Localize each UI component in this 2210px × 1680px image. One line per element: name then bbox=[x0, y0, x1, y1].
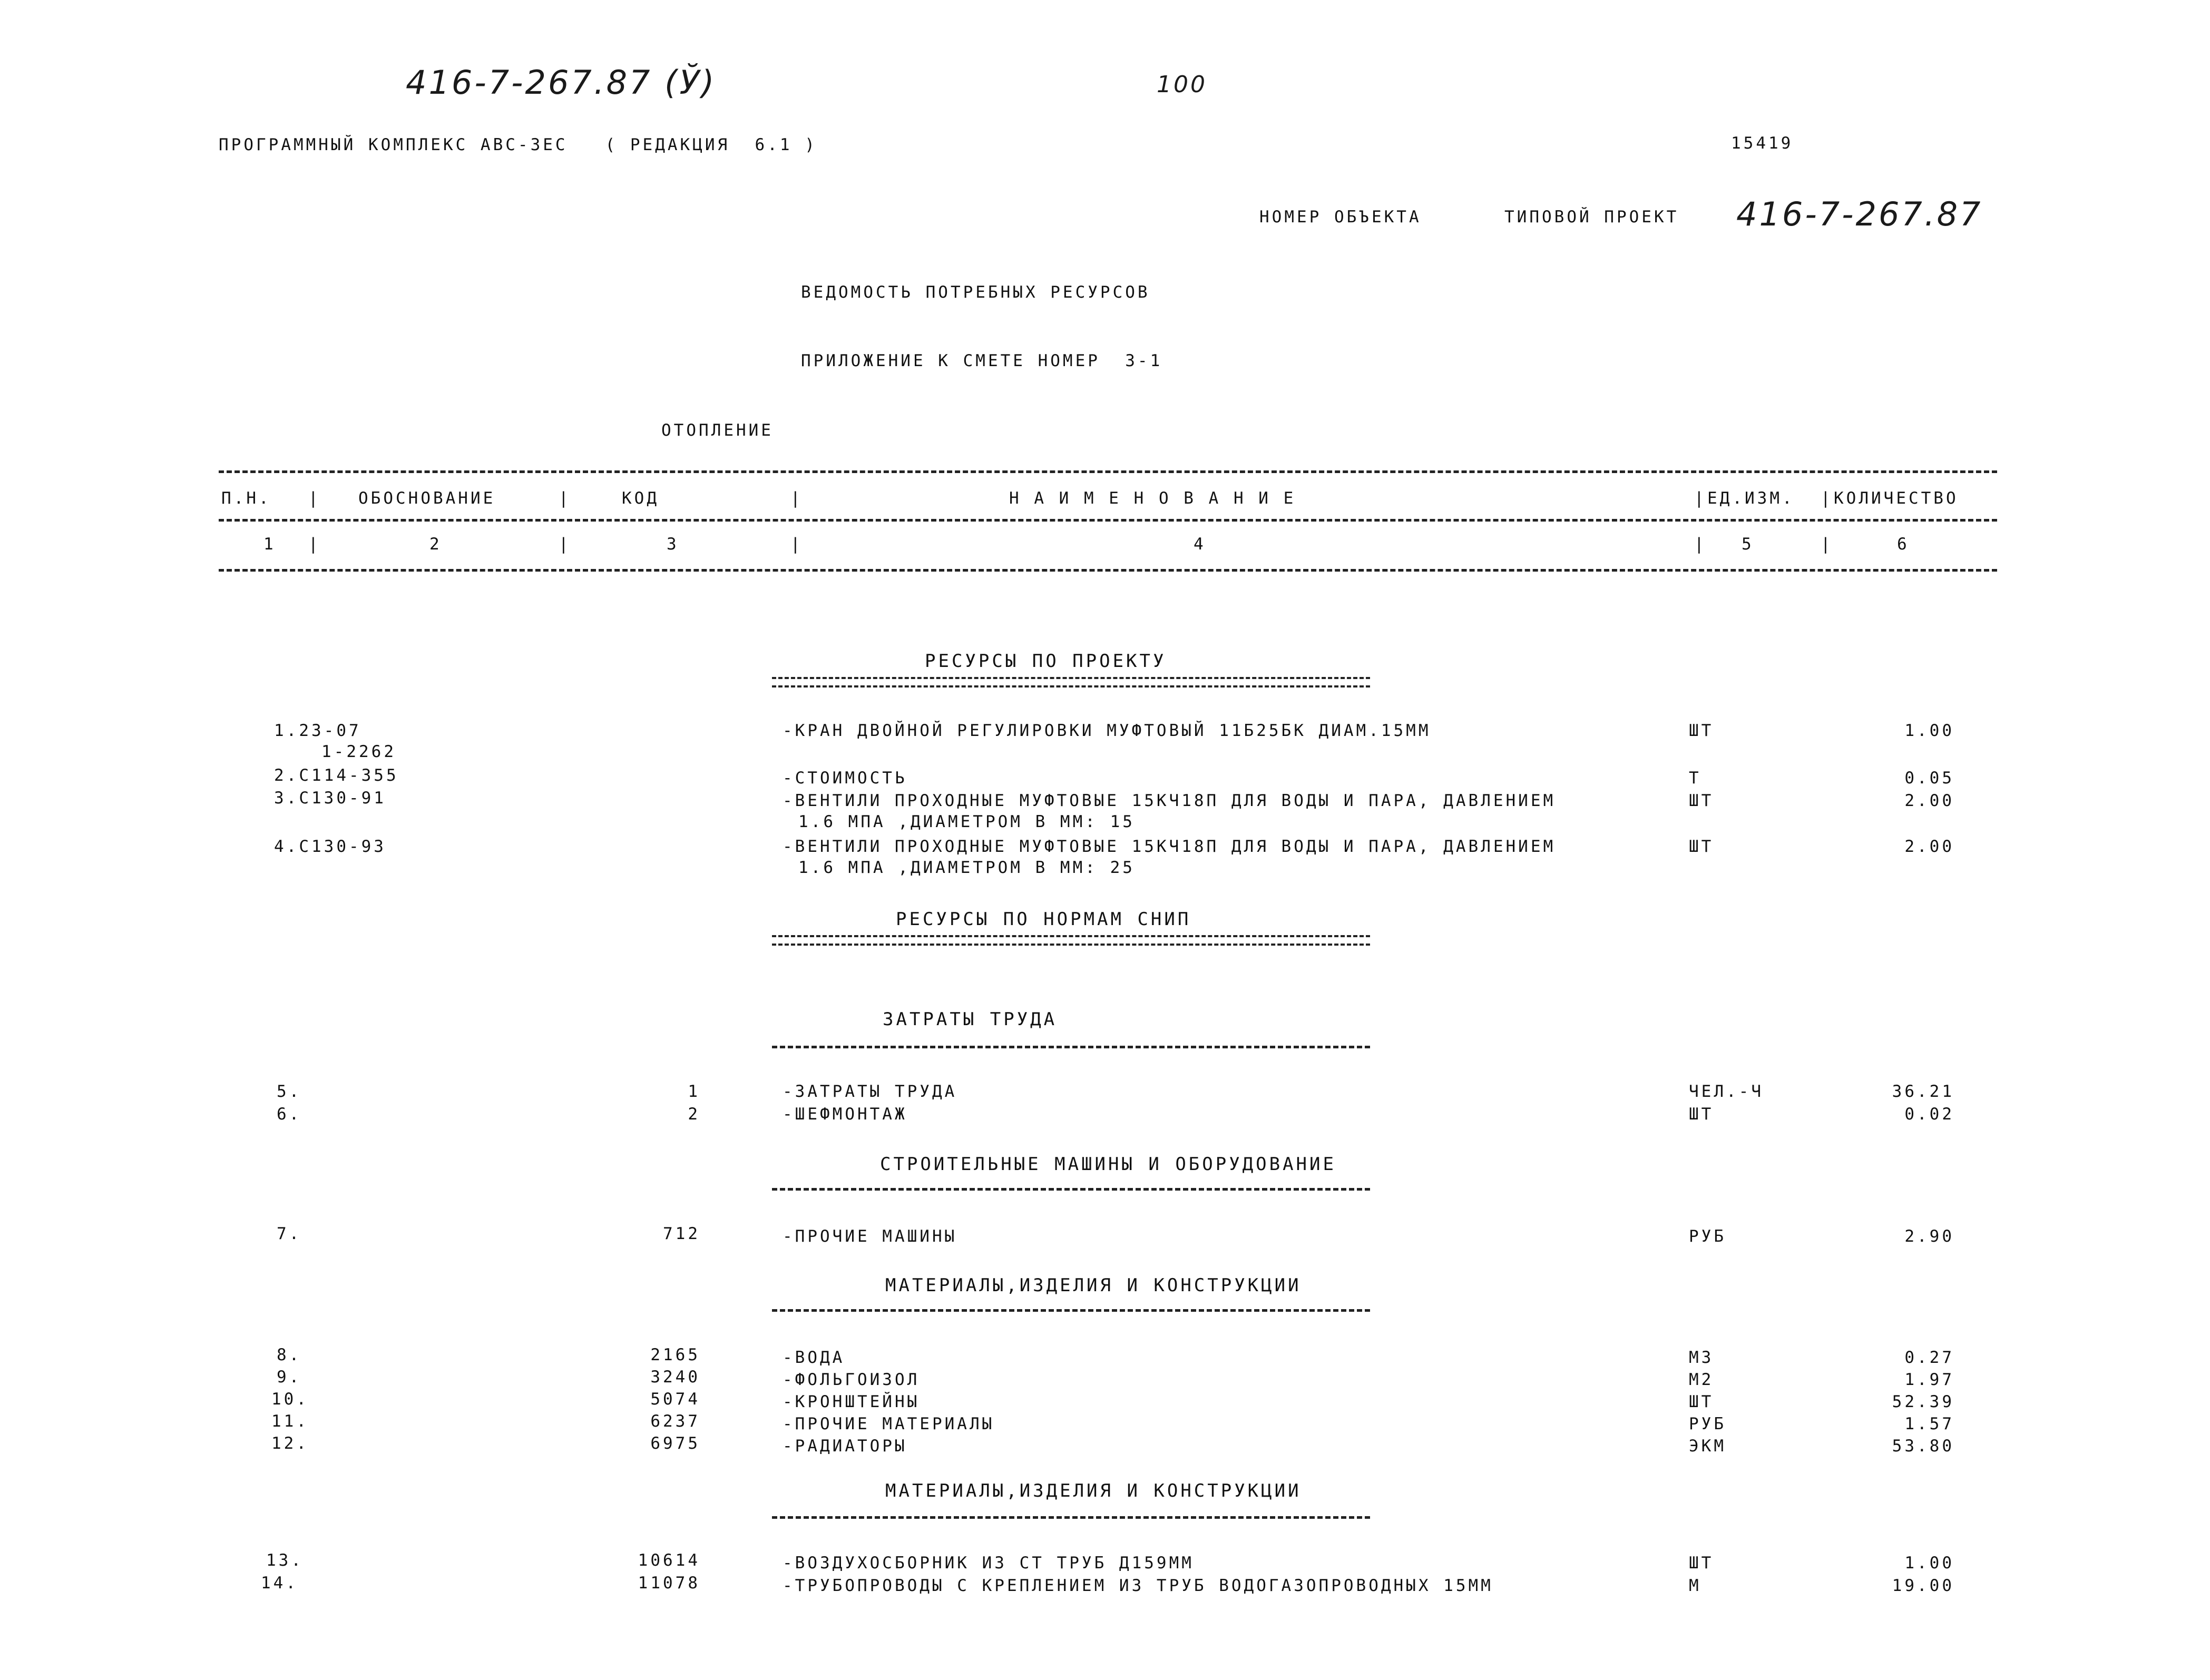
row-qty: 19.00 bbox=[1892, 1576, 1954, 1595]
doc-number-handwritten: 416-7-267.87 (Ў) bbox=[406, 63, 717, 102]
row-qty: 2.00 bbox=[1904, 837, 1954, 856]
row-pn: 10. bbox=[271, 1390, 309, 1409]
row-qty: 2.90 bbox=[1904, 1227, 1954, 1246]
row-pn: 12. bbox=[271, 1434, 309, 1453]
row-pn: 3.С130-91 bbox=[274, 789, 386, 808]
row-name-continued: 1.6 МПА ,ДИАМЕТРОМ В ММ: 25 bbox=[798, 858, 1135, 877]
row-qty: 0.27 bbox=[1904, 1348, 1954, 1367]
group-heading: СТРОИТЕЛЬНЫЕ МАШИНЫ И ОБОРУДОВАНИЕ bbox=[880, 1154, 1336, 1175]
col-header-pn: П.Н. bbox=[221, 489, 271, 508]
row-name: -ВЕНТИЛИ ПРОХОДНЫЕ МУФТОВЫЕ 15КЧ18П ДЛЯ ВОДЫ И ПАРА, ДАВЛЕНИЕМ bbox=[783, 837, 1556, 856]
document-title: ВЕДОМОСТЬ ПОТРЕБНЫХ РЕСУРСОВ bbox=[801, 283, 1150, 302]
row-name: -ПРОЧИЕ МАШИНЫ bbox=[783, 1227, 957, 1246]
col-header-basis: ОБОСНОВАНИЕ bbox=[358, 489, 496, 508]
table-rule bbox=[219, 519, 1997, 522]
row-unit: ЧЕЛ.-Ч bbox=[1689, 1082, 1764, 1101]
row-code: 10614 bbox=[638, 1551, 700, 1570]
row-pn: 11. bbox=[271, 1412, 309, 1431]
heading-underline bbox=[772, 1046, 1370, 1048]
row-unit: ШТ bbox=[1689, 837, 1714, 856]
row-unit: М2 bbox=[1689, 1370, 1714, 1389]
program-title: ПРОГРАММНЫЙ КОМПЛЕКС АВС-3ЕС ( РЕДАКЦИЯ 6.1 ) bbox=[219, 135, 817, 154]
row-pn-extra: 1-2262 bbox=[321, 742, 396, 761]
code-top-right: 15419 bbox=[1731, 134, 1794, 153]
row-unit: ШТ bbox=[1689, 791, 1714, 810]
heading-underline bbox=[772, 1516, 1370, 1519]
row-name: -ЗАТРАТЫ ТРУДА bbox=[783, 1082, 957, 1101]
row-name: -ТРУБОПРОВОДЫ С КРЕПЛЕНИЕМ ИЗ ТРУБ ВОДОГАЗОПРОВОДНЫХ 15ММ bbox=[783, 1576, 1493, 1595]
row-pn: 6. bbox=[277, 1105, 302, 1124]
col-num-3: 3 bbox=[667, 535, 679, 554]
heading-underline bbox=[772, 935, 1370, 946]
group-heading: МАТЕРИАЛЫ,ИЗДЕЛИЯ И КОНСТРУКЦИИ bbox=[885, 1275, 1302, 1296]
row-code: 6975 bbox=[650, 1434, 700, 1453]
row-code: 2165 bbox=[650, 1345, 700, 1364]
object-label: НОМЕР ОБЪЕКТА bbox=[1259, 208, 1422, 227]
col-header-name: Н А И М Е Н О В А Н И Е bbox=[1009, 489, 1296, 508]
row-qty: 1.00 bbox=[1904, 721, 1954, 740]
row-name: -СТОИМОСТЬ bbox=[783, 769, 907, 788]
row-name: -ВОДА bbox=[783, 1348, 845, 1367]
row-name: -ШЕФМОНТАЖ bbox=[783, 1105, 907, 1124]
row-unit: ШТ bbox=[1689, 1554, 1714, 1573]
row-qty: 52.39 bbox=[1892, 1392, 1954, 1411]
table-rule bbox=[219, 470, 1997, 473]
row-name: -КРОНШТЕЙНЫ bbox=[783, 1392, 920, 1411]
project-number-handwritten: 416-7-267.87 bbox=[1736, 195, 1983, 233]
row-unit: М bbox=[1689, 1576, 1701, 1595]
row-code: 712 bbox=[663, 1224, 700, 1243]
group-heading: РЕСУРСЫ ПО НОРМАМ СНИП bbox=[896, 909, 1191, 930]
row-name: -ФОЛЬГОИЗОЛ bbox=[783, 1370, 920, 1389]
row-pn: 5. bbox=[277, 1082, 302, 1101]
group-heading: МАТЕРИАЛЫ,ИЗДЕЛИЯ И КОНСТРУКЦИИ bbox=[885, 1480, 1302, 1501]
row-unit: РУБ bbox=[1689, 1227, 1726, 1246]
row-pn: 9. bbox=[277, 1368, 302, 1387]
row-unit: М3 bbox=[1689, 1348, 1714, 1367]
group-heading: РЕСУРСЫ ПО ПРОЕКТУ bbox=[925, 651, 1167, 672]
row-name-continued: 1.6 МПА ,ДИАМЕТРОМ В ММ: 15 bbox=[798, 812, 1135, 831]
row-unit: ШТ bbox=[1689, 1392, 1714, 1411]
heading-underline bbox=[772, 677, 1370, 687]
row-qty: 1.57 bbox=[1904, 1414, 1954, 1433]
row-qty: 0.05 bbox=[1904, 769, 1954, 788]
row-code: 5074 bbox=[650, 1390, 700, 1409]
row-pn: 2.С114-355 bbox=[274, 766, 399, 785]
section-title: ОТОПЛЕНИЕ bbox=[661, 421, 774, 440]
row-qty: 0.02 bbox=[1904, 1105, 1954, 1124]
row-pn: 7. bbox=[277, 1224, 302, 1243]
col-header-qty: КОЛИЧЕСТВО bbox=[1834, 489, 1959, 508]
row-code: 6237 bbox=[650, 1412, 700, 1431]
row-name: -КРАН ДВОЙНОЙ РЕГУЛИРОВКИ МУФТОВЫЙ 11Б25БК ДИАМ.15ММ bbox=[783, 721, 1431, 740]
row-name: -РАДИАТОРЫ bbox=[783, 1437, 907, 1456]
col-header-unit: ЕД.ИЗМ. bbox=[1707, 489, 1795, 508]
heading-underline bbox=[772, 1309, 1370, 1312]
row-unit: ЭКМ bbox=[1689, 1437, 1726, 1456]
table-rule bbox=[219, 569, 1997, 572]
row-qty: 1.97 bbox=[1904, 1370, 1954, 1389]
row-name: -ВЕНТИЛИ ПРОХОДНЫЕ МУФТОВЫЕ 15КЧ18П ДЛЯ ВОДЫ И ПАРА, ДАВЛЕНИЕМ bbox=[783, 791, 1556, 810]
row-pn: 8. bbox=[277, 1345, 302, 1364]
row-code: 1 bbox=[688, 1082, 700, 1101]
row-pn: 13. bbox=[266, 1551, 304, 1570]
col-num-2: 2 bbox=[429, 535, 442, 554]
row-pn: 4.С130-93 bbox=[274, 837, 386, 856]
col-num-6: 6 bbox=[1897, 535, 1910, 554]
page-number: 100 bbox=[1157, 71, 1207, 98]
row-qty: 53.80 bbox=[1892, 1437, 1954, 1456]
row-qty: 1.00 bbox=[1904, 1554, 1954, 1573]
row-qty: 2.00 bbox=[1904, 791, 1954, 810]
col-num-4: 4 bbox=[1194, 535, 1206, 554]
row-code: 3240 bbox=[650, 1368, 700, 1387]
row-qty: 36.21 bbox=[1892, 1082, 1954, 1101]
row-code: 2 bbox=[688, 1105, 700, 1124]
row-unit: ШТ bbox=[1689, 1105, 1714, 1124]
col-header-code: КОД bbox=[622, 489, 659, 508]
group-heading: ЗАТРАТЫ ТРУДА bbox=[883, 1009, 1058, 1030]
col-num-1: 1 bbox=[263, 535, 276, 554]
row-unit: РУБ bbox=[1689, 1414, 1726, 1433]
row-name: -ВОЗДУХОСБОРНИК ИЗ СТ ТРУБ Д159ММ bbox=[783, 1554, 1194, 1573]
row-name: -ПРОЧИЕ МАТЕРИАЛЫ bbox=[783, 1414, 995, 1433]
col-num-5: 5 bbox=[1742, 535, 1754, 554]
row-unit: ШТ bbox=[1689, 721, 1714, 740]
heading-underline bbox=[772, 1188, 1370, 1191]
project-label: ТИПОВОЙ ПРОЕКТ bbox=[1504, 208, 1679, 227]
document-subtitle: ПРИЛОЖЕНИЕ К СМЕТЕ НОМЕР 3-1 bbox=[801, 351, 1163, 370]
row-unit: Т bbox=[1689, 769, 1701, 788]
row-pn: 1.23-07 bbox=[274, 721, 361, 740]
row-code: 11078 bbox=[638, 1574, 700, 1593]
row-pn: 14. bbox=[261, 1574, 298, 1593]
